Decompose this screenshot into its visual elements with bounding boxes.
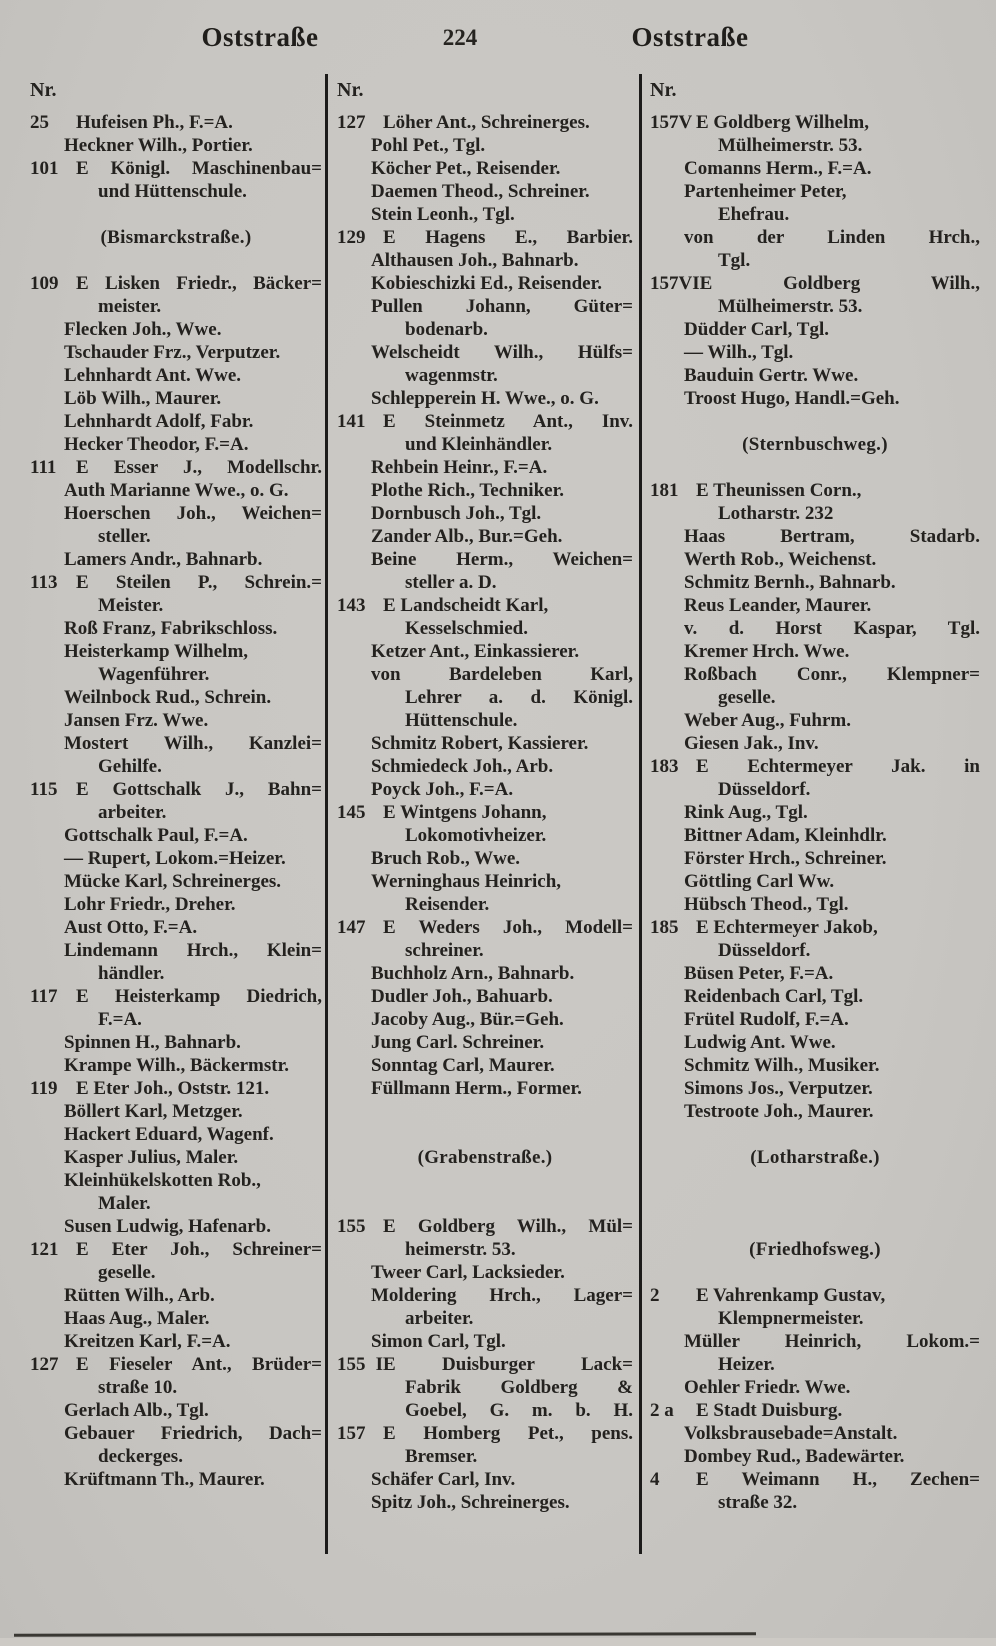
column-lines xyxy=(337,111,633,1514)
house-number: 119 xyxy=(30,1078,58,1099)
spacer xyxy=(337,1123,633,1146)
directory-line: Mülheimerstr. 53. xyxy=(718,296,863,317)
house-number: 4 xyxy=(650,1469,660,1490)
house-number: 145 xyxy=(337,802,366,823)
column-1 xyxy=(30,78,322,1491)
directory-line: Dornbusch Joh., Tgl. xyxy=(371,503,542,524)
directory-line: Frütel Rudolf, F.=A. xyxy=(684,1009,849,1030)
directory-line: Dudler Joh., Bahuarb. xyxy=(371,986,553,1007)
directory-line: Flecken Joh., Wwe. xyxy=(64,319,222,340)
directory-line: Giesen Jak., Inv. xyxy=(684,733,819,754)
house-number: 155 I xyxy=(337,1354,383,1375)
directory-line: Beine Herm., Weichen= xyxy=(371,549,633,570)
directory-line: Werth Rob., Weichenst. xyxy=(684,549,877,570)
house-number: 157VI xyxy=(650,273,700,294)
entry-text: E Weimann H., Zechen= xyxy=(696,1469,980,1490)
house-number: 115 xyxy=(30,779,58,800)
house-number: 101 xyxy=(30,158,59,179)
directory-line: Heizer. xyxy=(718,1354,775,1375)
house-number: 147 xyxy=(337,917,366,938)
directory-line: schreiner. xyxy=(405,940,484,961)
directory-line xyxy=(30,456,322,479)
directory-line: geselle. xyxy=(718,687,776,708)
directory-line: Mücke Karl, Schreinerges. xyxy=(64,871,282,892)
directory-line: Krampe Wilh., Bäckermstr. xyxy=(64,1055,290,1076)
directory-line: Krüftmann Th., Maurer. xyxy=(64,1469,265,1490)
directory-line: Simon Carl, Tgl. xyxy=(371,1331,506,1352)
street-header: (Grabenstraße.) xyxy=(417,1147,553,1168)
directory-line: Rehbein Heinr., F.=A. xyxy=(371,457,548,478)
directory-line: straße 32. xyxy=(718,1492,798,1513)
directory-line: F.=A. xyxy=(98,1009,142,1030)
directory-line: Pohl Pet., Tgl. xyxy=(371,135,486,156)
entry-text: E Duisburger Lack= xyxy=(383,1354,633,1375)
entry-text: E Goldberg Wilh., Mül= xyxy=(383,1216,633,1237)
house-number: 141 xyxy=(337,411,366,432)
nr-label: Nr. xyxy=(30,79,57,101)
directory-line xyxy=(650,1284,980,1307)
directory-line: Ehefrau. xyxy=(718,204,790,225)
directory-line: Sonntag Carl, Maurer. xyxy=(371,1055,555,1076)
spacer xyxy=(650,1123,980,1146)
entry-text: E Eter Joh., Schreiner= xyxy=(76,1239,322,1260)
spacer xyxy=(650,410,980,433)
house-number: 155 xyxy=(337,1216,366,1237)
directory-line: Althausen Joh., Bahnarb. xyxy=(371,250,579,271)
directory-line: Böllert Karl, Metzger. xyxy=(64,1101,243,1122)
directory-line: Schäfer Carl, Inv. xyxy=(371,1469,516,1490)
directory-line: Wagenführer. xyxy=(98,664,210,685)
page-header xyxy=(0,22,996,58)
directory-line: Rink Aug., Tgl. xyxy=(684,802,808,823)
directory-line: Hecker Theodor, F.=A. xyxy=(64,434,249,455)
house-number: 129 xyxy=(337,227,366,248)
directory-line: Rütten Wilh., Arb. xyxy=(64,1285,215,1306)
directory-line: Lohr Friedr., Dreher. xyxy=(64,894,236,915)
directory-line: Daemen Theod., Schreiner. xyxy=(371,181,590,202)
entry-text: E Fieseler Ant., Brüder= xyxy=(76,1354,322,1375)
directory-line: und Hüttenschule. xyxy=(98,181,247,202)
directory-line: Hackert Eduard, Wagenf. xyxy=(64,1124,274,1145)
directory-line xyxy=(337,801,633,824)
directory-line: Mülheimerstr. 53. xyxy=(718,135,863,156)
directory-line: deckerges. xyxy=(98,1446,183,1467)
directory-line: Poyck Joh., F.=A. xyxy=(371,779,514,800)
column-divider xyxy=(639,74,642,1554)
directory-line: Mostert Wilh., Kanzlei= xyxy=(64,733,322,754)
entry-text: E Lisken Friedr., Bäcker= xyxy=(76,273,322,294)
directory-line: Müller Heinrich, Lokom.= xyxy=(684,1331,980,1352)
directory-line: Buchholz Arn., Bahnarb. xyxy=(371,963,575,984)
directory-line: arbeiter. xyxy=(405,1308,474,1329)
directory-line: Haas Bertram, Stadarb. xyxy=(684,526,980,547)
directory-line: Gerlach Alb., Tgl. xyxy=(64,1400,209,1421)
directory-line: händler. xyxy=(98,963,165,984)
directory-line: Bauduin Gertr. Wwe. xyxy=(684,365,859,386)
directory-line: Köcher Pet., Reisender. xyxy=(371,158,561,179)
directory-line: Roß Franz, Fabrikschloss. xyxy=(64,618,278,639)
spacer xyxy=(650,1169,980,1192)
directory-line: Tweer Carl, Lacksieder. xyxy=(371,1262,565,1283)
street-header: (Sternbuschweg.) xyxy=(742,434,888,455)
directory-line: Füllmann Herm., Former. xyxy=(371,1078,582,1099)
directory-line: Troost Hugo, Handl.=Geh. xyxy=(684,388,900,409)
directory-line: Schmitz Bernh., Bahnarb. xyxy=(684,572,896,593)
directory-line: Kremer Hrch. Wwe. xyxy=(684,641,850,662)
spacer xyxy=(30,249,322,272)
entry-text: E Hagens E., Barbier. xyxy=(383,227,633,248)
directory-line xyxy=(337,410,633,433)
directory-line: Tschauder Frz., Verputzer. xyxy=(64,342,281,363)
directory-line: Haas Aug., Maler. xyxy=(64,1308,210,1329)
directory-line: Heisterkamp Wilhelm, xyxy=(64,641,249,662)
column-divider xyxy=(325,74,328,1554)
house-number: 181 xyxy=(650,480,679,501)
directory-line xyxy=(650,1399,980,1422)
directory-line: Düsseldorf. xyxy=(718,779,811,800)
house-number: 111 xyxy=(30,457,57,478)
entry-text: E Theunissen Corn., xyxy=(696,480,862,501)
entry-text: E Gottschalk J., Bahn= xyxy=(76,779,322,800)
directory-line: Schlepperein H. Wwe., o. G. xyxy=(371,388,599,409)
entry-text: E Esser J., Modellschr. xyxy=(76,457,322,478)
entry-text: Hufeisen Ph., F.=A. xyxy=(76,112,233,133)
directory-line: Büsen Peter, F.=A. xyxy=(684,963,834,984)
street-header: (Bismarckstraße.) xyxy=(100,227,252,248)
entry-text: E Steilen P., Schrein.= xyxy=(76,572,322,593)
directory-line: Kleinhükelskotten Rob., xyxy=(64,1170,261,1191)
spacer xyxy=(650,1261,980,1284)
directory-line xyxy=(30,571,322,594)
entry-text: E Königl. Maschinenbau= xyxy=(76,158,322,179)
directory-line: Lehnhardt Ant. Wwe. xyxy=(64,365,242,386)
entry-text: E Homberg Pet., pens. xyxy=(383,1423,633,1444)
page-edge xyxy=(14,1632,756,1637)
directory-line: Simons Jos., Verputzer. xyxy=(684,1078,873,1099)
directory-line: Düdder Carl, Tgl. xyxy=(684,319,829,340)
directory-line: Klempnermeister. xyxy=(718,1308,864,1329)
house-number: 2 xyxy=(650,1285,660,1306)
directory-line: meister. xyxy=(98,296,162,317)
spacer xyxy=(337,1100,633,1123)
entry-text: E Goldberg Wilh., xyxy=(699,273,980,294)
spacer xyxy=(650,1192,980,1215)
directory-line: Schmitz Robert, Kassierer. xyxy=(371,733,589,754)
directory-line xyxy=(650,111,980,134)
directory-line: Moldering Hrch., Lager= xyxy=(371,1285,633,1306)
directory-line: Bremser. xyxy=(405,1446,478,1467)
directory-line: Pullen Johann, Güter= xyxy=(371,296,633,317)
directory-line xyxy=(30,157,322,180)
directory-line: Förster Hrch., Schreiner. xyxy=(684,848,887,869)
column-2 xyxy=(337,78,633,1514)
house-number: 121 xyxy=(30,1239,59,1260)
directory-line xyxy=(337,1215,633,1238)
directory-line: Göttling Carl Ww. xyxy=(684,871,835,892)
directory-line: Hübsch Theod., Tgl. xyxy=(684,894,849,915)
directory-line: Kasper Julius, Maler. xyxy=(64,1147,239,1168)
directory-line xyxy=(30,778,322,801)
column-lines xyxy=(30,111,322,1491)
directory-line: Weber Aug., Fuhrm. xyxy=(684,710,851,731)
spacer xyxy=(337,1192,633,1215)
directory-line: Volksbrausebade=Anstalt. xyxy=(684,1423,898,1444)
house-number: 113 xyxy=(30,572,58,593)
page-edge-shadow xyxy=(0,1638,996,1646)
directory-line: Kobieschizki Ed., Reisender. xyxy=(371,273,603,294)
directory-line xyxy=(337,1422,633,1445)
house-number: 157 xyxy=(337,1423,366,1444)
directory-line xyxy=(30,272,322,295)
house-number: 127 xyxy=(30,1354,59,1375)
house-number: 117 xyxy=(30,986,58,1007)
directory-line: Roßbach Conr., Klempner= xyxy=(684,664,980,685)
directory-line: Gebauer Friedrich, Dach= xyxy=(64,1423,322,1444)
directory-line: von der Linden Hrch., xyxy=(684,227,980,248)
house-number: 183 xyxy=(650,756,679,777)
directory-line: Schmiedeck Joh., Arb. xyxy=(371,756,554,777)
spacer xyxy=(30,203,322,226)
entry-text: E Echtermeyer Jakob, xyxy=(696,917,878,938)
directory-line: Heckner Wilh., Portier. xyxy=(64,135,253,156)
directory-line: Lehnhardt Adolf, Fabr. xyxy=(64,411,254,432)
house-number: 185 xyxy=(650,917,679,938)
directory-line: Jung Carl. Schreiner. xyxy=(371,1032,545,1053)
directory-line: heimerstr. 53. xyxy=(405,1239,516,1260)
directory-line: Jacoby Aug., Bür.=Geh. xyxy=(371,1009,564,1030)
directory-line: Zander Alb., Bur.=Geh. xyxy=(371,526,563,547)
directory-line: Welscheidt Wilh., Hülfs= xyxy=(371,342,633,363)
directory-line xyxy=(337,111,633,134)
directory-line xyxy=(30,1238,322,1261)
directory-line: steller a. D. xyxy=(405,572,497,593)
entry-text: E Stadt Duisburg. xyxy=(696,1400,843,1421)
directory-line xyxy=(30,1077,322,1100)
house-number: 25 xyxy=(30,112,49,133)
directory-line: arbeiter. xyxy=(98,802,167,823)
entry-text: E Vahrenkamp Gustav, xyxy=(696,1285,886,1306)
house-number: 143 xyxy=(337,595,366,616)
directory-line: Löb Wilh., Maurer. xyxy=(64,388,222,409)
spacer xyxy=(650,456,980,479)
directory-line: Lotharstr. 232 xyxy=(718,503,834,524)
directory-line: Partenheimer Peter, xyxy=(684,181,847,202)
spacer xyxy=(337,1169,633,1192)
directory-line: Tgl. xyxy=(718,250,751,271)
street-title-left: Oststraße xyxy=(201,22,319,52)
directory-line: Gottschalk Paul, F.=A. xyxy=(64,825,248,846)
directory-line: straße 10. xyxy=(98,1377,178,1398)
directory-line: Maler. xyxy=(98,1193,151,1214)
directory-line: Dombey Rud., Badewärter. xyxy=(684,1446,905,1467)
entry-text: Löher Ant., Schreinerges. xyxy=(383,112,590,133)
directory-line: Bittner Adam, Kleinhdlr. xyxy=(684,825,887,846)
directory-line: Comanns Herm., F.=A. xyxy=(684,158,872,179)
entry-text: E Heisterkamp Diedrich, xyxy=(76,986,322,1007)
directory-line: Goebel, G. m. b. H. xyxy=(405,1400,633,1421)
directory-line: — Rupert, Lokom.=Heizer. xyxy=(64,848,286,869)
directory-line: Reidenbach Carl, Tgl. xyxy=(684,986,864,1007)
entry-text: E Echtermeyer Jak. in xyxy=(696,756,980,777)
street-header: (Friedhofsweg.) xyxy=(749,1239,881,1260)
directory-line: Ketzer Ant., Einkassierer. xyxy=(371,641,580,662)
directory-line: Testroote Joh., Maurer. xyxy=(684,1101,874,1122)
column-lines xyxy=(650,111,980,1514)
directory-line: Spitz Joh., Schreinerges. xyxy=(371,1492,570,1513)
directory-line xyxy=(337,1353,633,1376)
page-number: 224 xyxy=(442,25,478,50)
directory-line: Gehilfe. xyxy=(98,756,162,777)
house-number: 109 xyxy=(30,273,59,294)
directory-line: Jansen Frz. Wwe. xyxy=(64,710,209,731)
directory-line: Düsseldorf. xyxy=(718,940,811,961)
entry-text: E Goldberg Wilhelm, xyxy=(696,112,869,133)
directory-line: steller. xyxy=(98,526,151,547)
directory-line: Plothe Rich., Techniker. xyxy=(371,480,565,501)
directory-line: Meister. xyxy=(98,595,164,616)
directory-line: Weilnbock Rud., Schrein. xyxy=(64,687,272,708)
directory-line xyxy=(337,916,633,939)
entry-text: E Wintgens Johann, xyxy=(383,802,547,823)
directory-line: Bruch Rob., Wwe. xyxy=(371,848,521,869)
directory-line: Lehrer a. d. Königl. xyxy=(405,687,633,708)
directory-line xyxy=(337,226,633,249)
directory-line: Kreitzen Karl, F.=A. xyxy=(64,1331,231,1352)
directory-line: geselle. xyxy=(98,1262,156,1283)
entry-text: E Eter Joh., Oststr. 121. xyxy=(76,1078,270,1099)
directory-line: Kesselschmied. xyxy=(405,618,528,639)
directory-line: wagenmstr. xyxy=(405,365,498,386)
house-number: 2 a xyxy=(650,1400,674,1421)
column-3 xyxy=(650,78,980,1514)
entry-text: E Steinmetz Ant., Inv. xyxy=(383,411,633,432)
directory-line xyxy=(650,916,980,939)
directory-line: Reus Leander, Maurer. xyxy=(684,595,872,616)
nr-label: Nr. xyxy=(337,79,364,101)
entry-text: E Landscheidt Karl, xyxy=(383,595,549,616)
directory-line: Stein Leonh., Tgl. xyxy=(371,204,515,225)
spacer xyxy=(650,1215,980,1238)
house-number: 127 xyxy=(337,112,366,133)
directory-line xyxy=(337,594,633,617)
house-number: 157V xyxy=(650,112,693,133)
street-title-right: Oststraße xyxy=(631,22,749,52)
directory-line xyxy=(650,755,980,778)
directory-line: Werninghaus Heinrich, xyxy=(371,871,562,892)
directory-line: Lokomotivheizer. xyxy=(405,825,547,846)
directory-line: Lindemann Hrch., Klein= xyxy=(64,940,322,961)
directory-line xyxy=(650,272,980,295)
directory-line: und Kleinhändler. xyxy=(405,434,553,455)
directory-line: Oehler Friedr. Wwe. xyxy=(684,1377,851,1398)
directory-line: Spinnen H., Bahnarb. xyxy=(64,1032,241,1053)
directory-line xyxy=(650,1468,980,1491)
street-header: (Lotharstraße.) xyxy=(750,1147,880,1168)
directory-line: bodenarb. xyxy=(405,319,488,340)
nr-label: Nr. xyxy=(650,79,677,101)
directory-line xyxy=(650,479,980,502)
directory-line: Ludwig Ant. Wwe. xyxy=(684,1032,836,1053)
directory-line xyxy=(30,1353,322,1376)
directory-line: v. d. Horst Kaspar, Tgl. xyxy=(684,618,980,639)
directory-line xyxy=(30,985,322,1008)
directory-line: — Wilh., Tgl. xyxy=(684,342,794,363)
directory-line: Schmitz Wilh., Musiker. xyxy=(684,1055,880,1076)
directory-line: Fabrik Goldberg & xyxy=(405,1377,633,1398)
directory-line xyxy=(30,111,322,134)
directory-line: Hüttenschule. xyxy=(405,710,518,731)
entry-text: E Weders Joh., Modell= xyxy=(383,917,633,938)
directory-line: Reisender. xyxy=(405,894,490,915)
directory-line: Hoerschen Joh., Weichen= xyxy=(64,503,322,524)
directory-line: Susen Ludwig, Hafenarb. xyxy=(64,1216,271,1237)
directory-line: von Bardeleben Karl, xyxy=(371,664,633,685)
directory-line: Aust Otto, F.=A. xyxy=(64,917,198,938)
directory-line: Lamers Andr., Bahnarb. xyxy=(64,549,263,570)
directory-line: Auth Marianne Wwe., o. G. xyxy=(64,480,289,501)
